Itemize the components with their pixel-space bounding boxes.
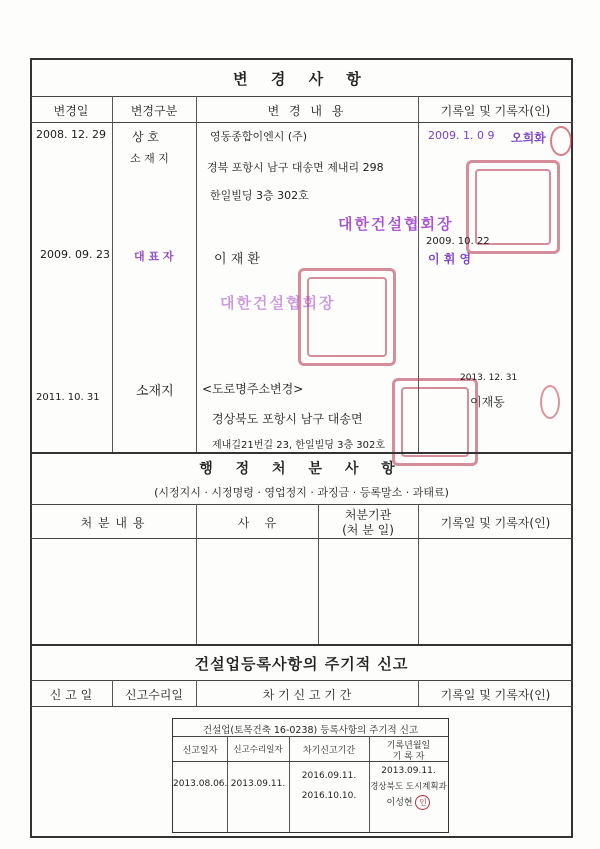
header-change-type: 변경구분 — [130, 104, 178, 118]
stamp-box-title: 건설업(토목건축 16-0238) 등록사항의 주기적 신고 — [202, 725, 419, 736]
column-divider — [112, 96, 113, 452]
stamp-report-date: 2013.08.06. — [173, 779, 228, 789]
entry-category: 대 표 자 — [134, 250, 174, 263]
divider — [30, 644, 573, 646]
divider — [30, 706, 573, 707]
entry-date: 2008. 12. 29 — [36, 128, 106, 141]
entry-content-line: <도로명주소변경> — [202, 382, 304, 396]
stamp-recorder-name: 이성현 — [386, 798, 413, 808]
recorder-name: 이재동 — [470, 395, 505, 409]
header-record: 기록일 및 기록자(인) — [440, 688, 551, 702]
stamp-next-period-end: 2016.10.10. — [301, 791, 357, 801]
section-title-periodic: 건설업등록사항의 주기적 신고 — [194, 655, 409, 673]
admin-subtitle: (시정지시 · 시정명령 · 영업정지 · 과징금 · 등록말소 · 과태료) — [154, 486, 449, 499]
record-date: 2009. 10. 22 — [426, 236, 490, 247]
recorder-name: 오희화 — [511, 131, 546, 145]
recorder-seal: 인 — [415, 795, 430, 810]
stamp-header-record-date: 기록년월일 — [386, 741, 431, 751]
stamp-record-date: 2013.09.11. — [381, 766, 436, 776]
periodic-report-stamp-box — [172, 718, 449, 833]
official-seal — [298, 268, 396, 366]
association-stamp: 대한건설협회장 — [220, 294, 336, 312]
stamp-recorder — [369, 795, 448, 810]
header-action-date: (처 분 일) — [342, 523, 394, 537]
entry-content-line: 경북 포항시 남구 대송면 제내리 298 — [207, 161, 384, 174]
entry-content-line: 제내길21번길 23, 한일빌딩 3층 302호 — [212, 440, 386, 451]
entry-content-line: 한일빌딩 3층 302호 — [210, 189, 309, 202]
entry-content-line: 경상북도 포항시 남구 대송면 — [212, 412, 363, 426]
record-date: 2009. 1. 0 9 — [428, 129, 495, 142]
stamp-accept-date: 2013.09.11. — [230, 779, 286, 789]
entry-content-line: 영동종합이엔시 (주) — [210, 130, 308, 143]
header-accept-date: 신고수리일 — [125, 688, 183, 702]
entry-category: 소 재 지 — [130, 152, 169, 165]
entry-date: 2009. 09. 23 — [40, 248, 110, 261]
header-reason: 사 유 — [237, 516, 277, 530]
recorder-seal — [540, 385, 560, 419]
divider — [30, 452, 573, 454]
entry-date: 2011. 10. 31 — [36, 392, 100, 403]
stamp-header-report-date: 신고일자 — [182, 746, 218, 756]
stamp-header-accept-date: 신고수리일자 — [233, 745, 283, 755]
stamp-record-org: 경상북도 도시계획과 — [370, 782, 447, 792]
header-agency: 처분기관 — [344, 508, 392, 522]
header-next-period: 차 기 신 고 기 간 — [262, 688, 352, 702]
header-change-content: 변 경 내 용 — [267, 104, 347, 118]
recorder-name: 이 휘 영 — [428, 252, 472, 266]
entry-category: 상 호 — [132, 130, 159, 144]
divider — [30, 538, 573, 539]
entry-content-line: 이 재 환 — [214, 252, 260, 267]
section-title-admin: 행 정 처 분 사 항 — [199, 461, 404, 477]
column-divider — [196, 96, 197, 452]
entry-category: 소재지 — [136, 384, 174, 399]
stamp-header-next-period: 차기신고기간 — [302, 746, 356, 756]
header-report-date: 신 고 일 — [49, 688, 93, 702]
divider — [30, 504, 573, 505]
header-record: 기록일 및 기록자(인) — [440, 516, 551, 530]
header-record: 기록일 및 기록자(인) — [440, 104, 551, 118]
header-change-date: 변경일 — [53, 104, 89, 118]
section-title-changes: 변 경 사 항 — [233, 70, 370, 88]
recorder-seal — [550, 126, 572, 156]
header-action-content: 처 분 내 용 — [80, 516, 146, 530]
stamp-header-recorder: 기 록 자 — [392, 752, 425, 762]
stamp-next-period-start: 2016.09.11. — [301, 771, 357, 781]
association-stamp: 대한건설협회장 — [338, 215, 454, 233]
record-date: 2013. 12. 31 — [460, 373, 518, 383]
